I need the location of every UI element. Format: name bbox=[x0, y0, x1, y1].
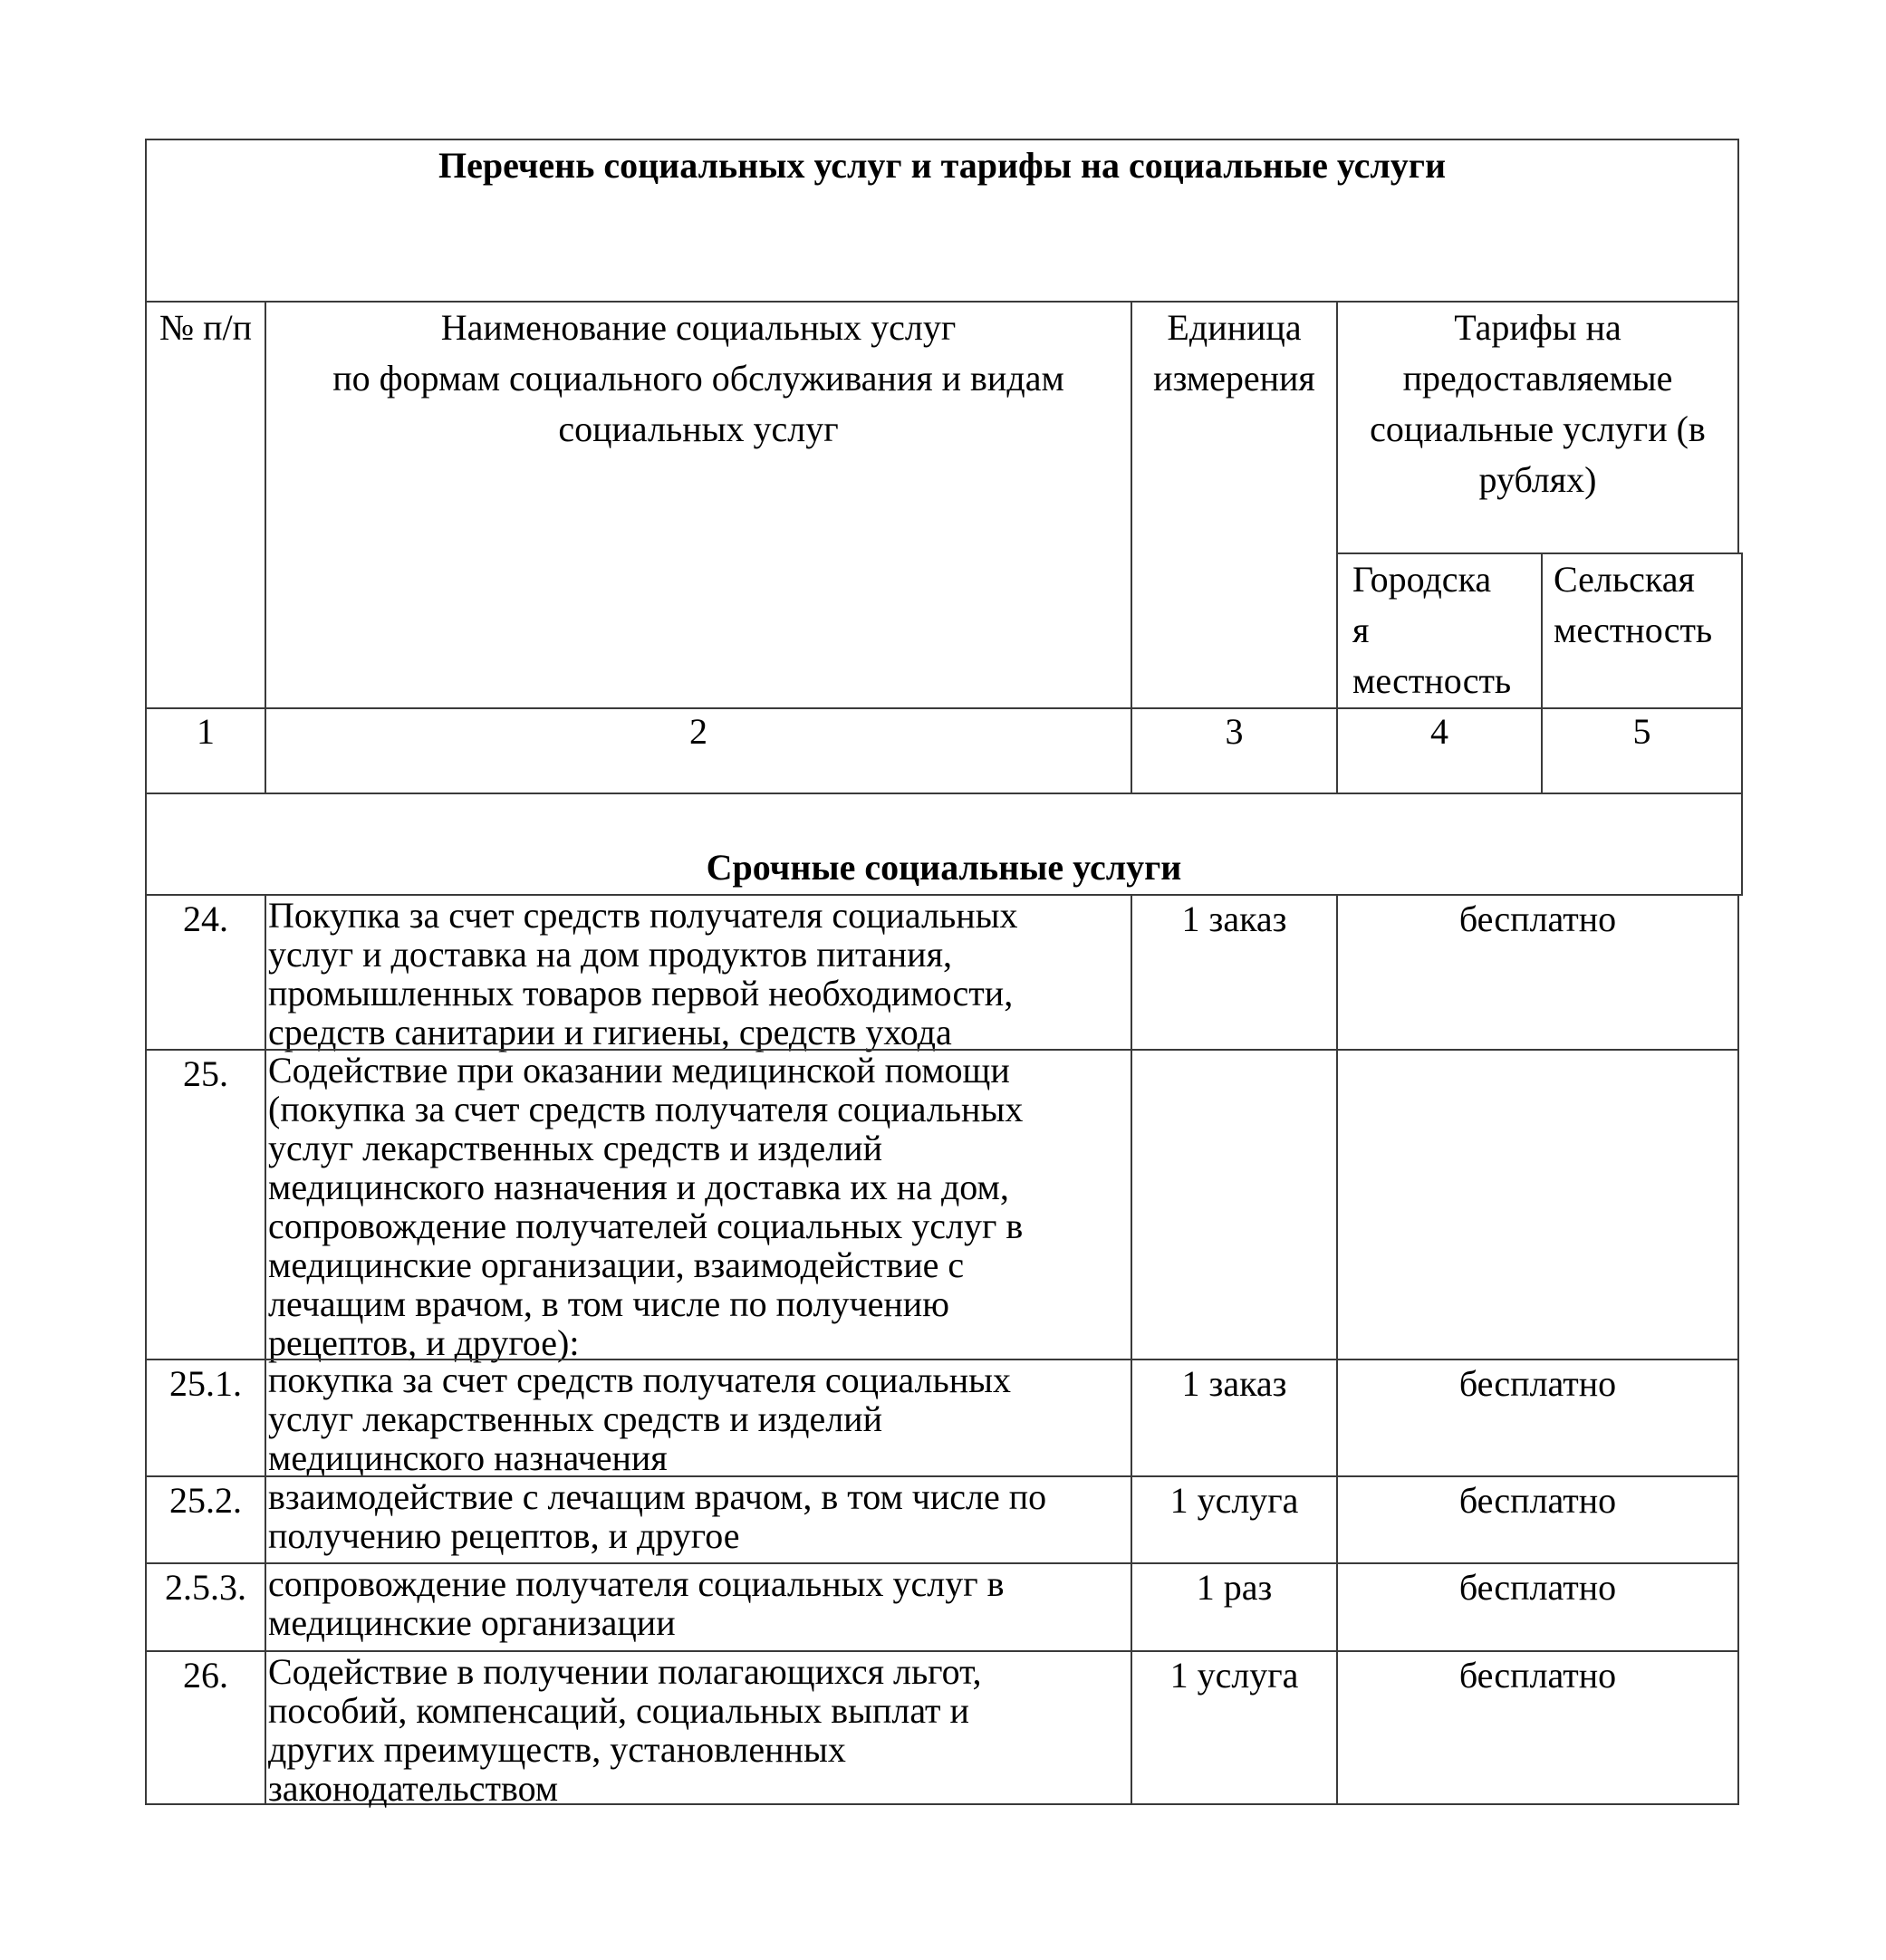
row-service-name: Содействие в получении полагающихся льгот, пособий, компенсаций, социальных выплат и других преимуществ, установленных законодательством bbox=[265, 1650, 1132, 1805]
header-rural: Сельская местность bbox=[1541, 552, 1743, 709]
row-service-name: Содействие при оказании медицинской помощи (покупка за счет средств получателя социальных услуг лекарственных средств и изделий медицинского назначения и доставка их на дом, сопровождение получателей социальных услуг в медицинские организации, взаимодействие с лечащим врачом, в том числе по получению рецептов, и другое): bbox=[265, 1049, 1132, 1360]
row-tariff: бесплатно bbox=[1336, 1359, 1739, 1477]
column-number: 3 bbox=[1131, 707, 1338, 794]
row-unit: 1 заказ bbox=[1131, 1359, 1338, 1477]
row-service-name: покупка за счет средств получателя социальных услуг лекарственных средств и изделий медицинского назначения bbox=[265, 1359, 1132, 1477]
row-number: 25. bbox=[145, 1049, 266, 1360]
column-number: 2 bbox=[265, 707, 1132, 794]
row-tariff: бесплатно bbox=[1336, 1650, 1739, 1805]
row-tariff: бесплатно bbox=[1336, 894, 1739, 1051]
header-urban: Городска я местность bbox=[1336, 552, 1543, 709]
column-number: 1 bbox=[145, 707, 266, 794]
section-title: Срочные социальные услуги bbox=[145, 793, 1743, 896]
row-number: 26. bbox=[145, 1650, 266, 1805]
row-unit bbox=[1131, 1049, 1338, 1360]
row-number: 25.2. bbox=[145, 1475, 266, 1564]
row-number: 2.5.3. bbox=[145, 1562, 266, 1652]
header-tariff: Тарифы на предоставляемые социальные услуги (в рублях) bbox=[1336, 301, 1739, 554]
header-service-name: Наименование социальных услуг по формам социального обслуживания и видам социальных услуг bbox=[265, 301, 1132, 709]
row-service-name: Покупка за счет средств получателя социальных услуг и доставка на дом продуктов питания, промышленных товаров первой необходимости, средств санитарии и гигиены, средств ухода bbox=[265, 894, 1132, 1051]
row-service-name: взаимодействие с лечащим врачом, в том числе по получению рецептов, и другое bbox=[265, 1475, 1132, 1564]
header-unit: Единица измерения bbox=[1131, 301, 1338, 709]
table-title: Перечень социальных услуг и тарифы на социальные услуги bbox=[145, 139, 1739, 303]
row-tariff bbox=[1336, 1049, 1739, 1360]
row-tariff: бесплатно bbox=[1336, 1562, 1739, 1652]
row-tariff: бесплатно bbox=[1336, 1475, 1739, 1564]
row-unit: 1 услуга bbox=[1131, 1475, 1338, 1564]
row-unit: 1 заказ bbox=[1131, 894, 1338, 1051]
column-number: 4 bbox=[1336, 707, 1543, 794]
row-unit: 1 раз bbox=[1131, 1562, 1338, 1652]
column-number: 5 bbox=[1541, 707, 1743, 794]
row-service-name: сопровождение получателя социальных услуг в медицинские организации bbox=[265, 1562, 1132, 1652]
header-number: № п/п bbox=[145, 301, 266, 709]
row-number: 24. bbox=[145, 894, 266, 1051]
row-unit: 1 услуга bbox=[1131, 1650, 1338, 1805]
row-number: 25.1. bbox=[145, 1359, 266, 1477]
